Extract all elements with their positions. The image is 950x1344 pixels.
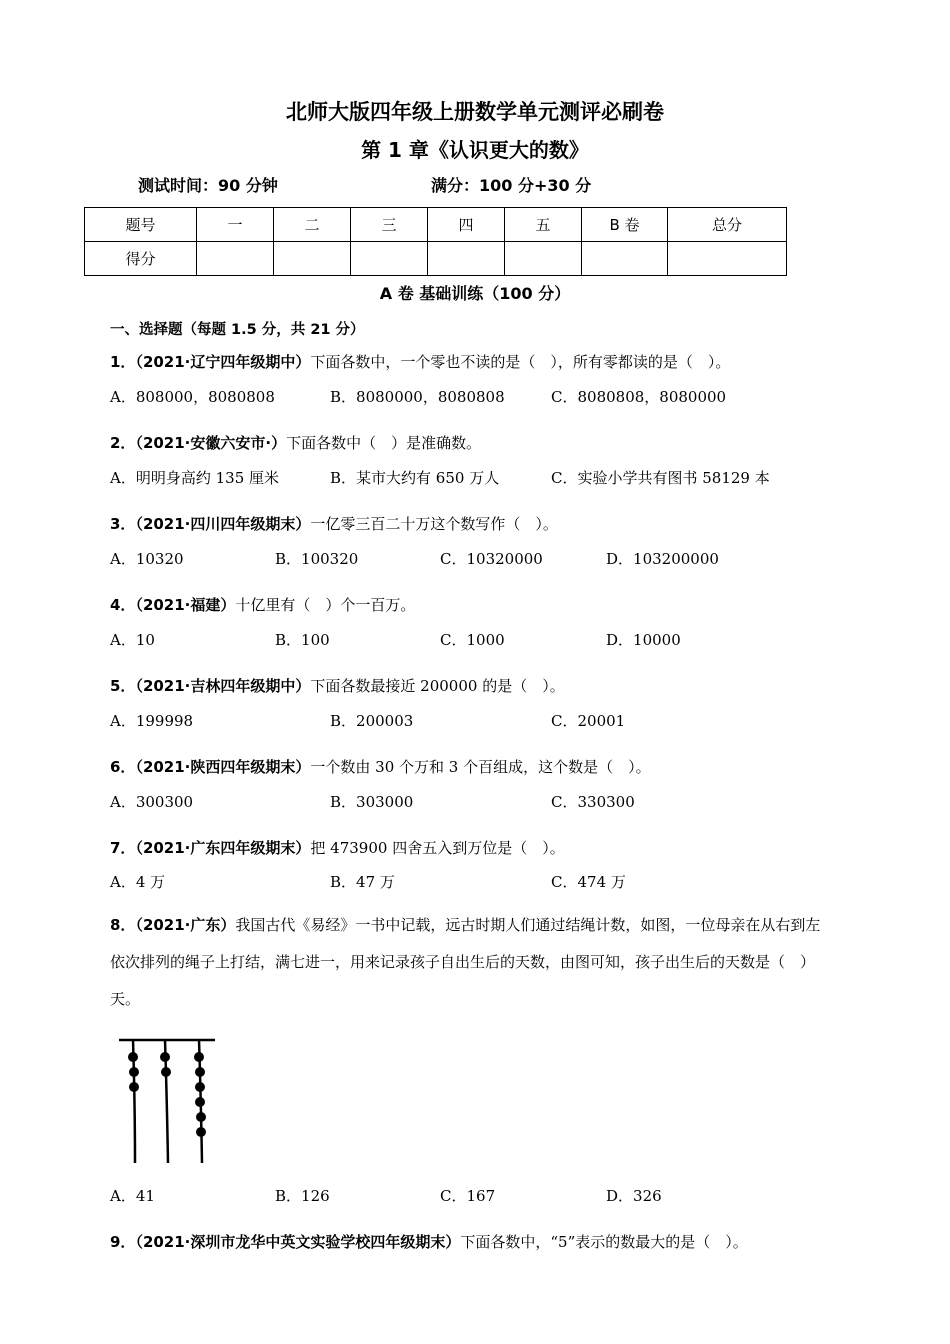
option-b: B．某市大约有 650 万人	[330, 469, 500, 487]
option-b: B．100	[275, 631, 330, 649]
question-text: 十亿里有（ ）个一百万。	[235, 596, 416, 614]
question-number: 5．	[110, 677, 136, 695]
table-cell: 四	[428, 208, 505, 242]
table-cell: B 卷	[582, 208, 668, 242]
option-b: B．126	[275, 1187, 330, 1205]
option-d: D．326	[606, 1187, 662, 1205]
question-text: 把 473900 四舍五入到万位是（ ）。	[310, 839, 565, 857]
question-text: 下面各数最接近 200000 的是（ ）。	[310, 677, 565, 695]
question-text: 一个数由 30 个万和 3 个百组成，这个数是（ ）。	[310, 758, 651, 776]
table-cell: 总分	[668, 208, 787, 242]
question-source: （2021·广东四年级期末）	[135, 839, 311, 857]
question-text: 我国古代《易经》一书中记载，远古时期人们通过结绳计数，如图，一位母亲在从右到左依次排列的绳子上打结，满七进一，用来记录孩子自出生后的天数，由图可知，孩子出生后的天数是（ ）天。	[110, 916, 821, 1008]
knots-left	[128, 1052, 139, 1092]
question-source: （2021·吉林四年级期中）	[135, 677, 311, 695]
question-source: （2021·辽宁四年级期中）	[135, 353, 311, 371]
option-b: B．200003	[330, 712, 414, 730]
question-number: 4．	[110, 596, 136, 614]
table-cell: 得分	[85, 242, 197, 276]
score-table	[84, 207, 787, 276]
question-number: 2．	[110, 434, 136, 452]
option-d: D．103200000	[606, 550, 719, 568]
score-blank[interactable]	[428, 242, 505, 276]
test-time: 测试时间：90 分钟	[138, 176, 278, 195]
score-blank[interactable]	[197, 242, 274, 276]
question-source: （2021·安徽六安市·）	[135, 434, 287, 452]
table-cell: 三	[351, 208, 428, 242]
question-source: （2021·陕西四年级期末）	[135, 758, 311, 776]
exam-title: 北师大版四年级上册数学单元测评必刷卷	[286, 100, 664, 124]
score-blank[interactable]	[351, 242, 428, 276]
table-cell: 五	[505, 208, 582, 242]
question-4	[110, 594, 415, 615]
option-c: C．1000	[440, 631, 505, 649]
question-number: 3．	[110, 515, 136, 533]
question-number: 9．	[110, 1233, 136, 1251]
option-a: A．4 万	[110, 873, 166, 891]
option-c: C．8080808，8080000	[551, 388, 727, 406]
question-text: 下面各数中（ ）是准确数。	[286, 434, 482, 452]
question-number: 6．	[110, 758, 136, 776]
option-c: C．实验小学共有图书 58129 本	[551, 469, 770, 487]
score-blank[interactable]	[505, 242, 582, 276]
chapter-title: 第 1 章《认识更大的数》	[361, 138, 589, 162]
option-c: C．474 万	[551, 873, 626, 891]
option-b: B．47 万	[330, 873, 395, 891]
question-text: 下面各数中，一个零也不读的是（ ），所有零都读的是（ ）。	[310, 353, 731, 371]
option-c: C．20001	[551, 712, 626, 730]
option-a: A．明明身高约 135 厘米	[110, 469, 279, 487]
score-table-score-row	[85, 242, 787, 276]
question-source: （2021·深圳市龙华中英文实验学校四年级期末）	[135, 1233, 461, 1251]
option-a: A．199998	[110, 712, 194, 730]
question-text: 一亿零三百二十万这个数写作（ ）。	[310, 515, 558, 533]
section-a-heading: A 卷 基础训练（100 分）	[379, 284, 571, 303]
question-source: （2021·四川四年级期末）	[135, 515, 311, 533]
option-d: D．10000	[606, 631, 681, 649]
option-a: A．10320	[110, 550, 184, 568]
table-cell: 题号	[85, 208, 197, 242]
question-9	[110, 1231, 748, 1252]
option-b: B．8080000，8080808	[330, 388, 505, 406]
table-cell: 一	[197, 208, 274, 242]
question-8	[110, 907, 835, 1018]
question-number: 8．	[110, 916, 136, 934]
question-text: 下面各数中，“5”表示的数最大的是（ ）。	[460, 1233, 748, 1251]
question-number: 7．	[110, 839, 136, 857]
full-score: 满分：100 分+30 分	[431, 176, 592, 195]
option-b: B．100320	[275, 550, 359, 568]
option-c: C．330300	[551, 793, 635, 811]
knotted-rope-figure	[115, 1033, 225, 1168]
question-source: （2021·广东）	[135, 916, 236, 934]
question-number: 1．	[110, 353, 136, 371]
table-cell: 二	[274, 208, 351, 242]
section-1-heading: 一、选择题（每题 1.5 分，共 21 分）	[110, 322, 365, 338]
score-blank[interactable]	[274, 242, 351, 276]
question-6	[110, 756, 651, 777]
question-5	[110, 675, 565, 696]
option-a: A．808000，8080808	[110, 388, 275, 406]
option-c: C．10320000	[440, 550, 543, 568]
option-a: A．41	[110, 1187, 155, 1205]
question-3	[110, 513, 558, 534]
score-blank[interactable]	[668, 242, 787, 276]
score-table-header-row	[85, 208, 787, 242]
question-1	[110, 351, 730, 372]
option-a: A．300300	[110, 793, 194, 811]
option-a: A．10	[110, 631, 155, 649]
score-blank[interactable]	[582, 242, 668, 276]
option-c: C．167	[440, 1187, 496, 1205]
question-2	[110, 432, 481, 453]
question-source: （2021·福建）	[135, 596, 236, 614]
option-b: B．303000	[330, 793, 414, 811]
question-7	[110, 837, 565, 858]
